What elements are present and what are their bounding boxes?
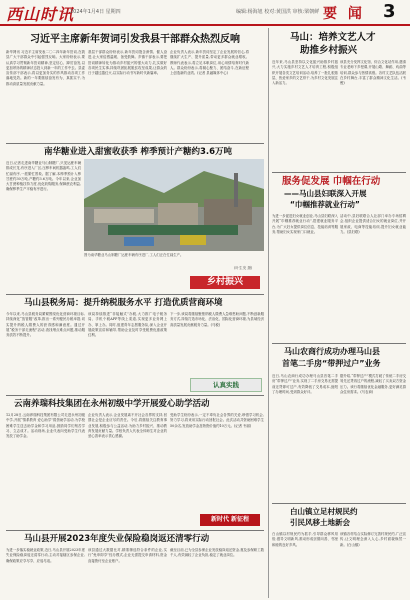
page-number: 3: [383, 1, 396, 22]
section-divider: [272, 172, 406, 173]
article-body-column: 该县通过大数据比对,精准筛选符合条件的企业,实行“免申即享”经办模式,企业无需提交申请材料,资金直接拨付至企业账户。: [88, 548, 167, 563]
article-body-column: 企业负责人表示,新年贺词坚定了企业发展的信心,将继续扩大生产、提升质量,带动更多群众就业增收。教师代表表示,将立足本职岗位,用心用情培育时代新人。群众纷纷表示,将凝心聚力、团结奋斗,在新征程上创造新的业绩。(记者 县融媒体中心): [170, 50, 249, 76]
article-headline: 马山县税务局：提升纳税服务水平 打造优质营商环境: [24, 298, 223, 308]
article-headline: 习近平主席新年贺词引发我县干部群众热烈反响: [30, 34, 240, 45]
article-headline: 马山县开展2023年度失业保险稳岗返还清零行动: [24, 534, 210, 544]
article-headline-line2: 首笔二手房“带押过户”业务: [282, 359, 381, 368]
civilization-badge: 认真实践: [190, 378, 262, 392]
article-body-column: 近日,记者走进南华糖业马山制糖厂,只见运蔗车辆排成长龙,有序进入厂区,压榨车间机器轰鸣,工人们忙碌有序,一派繁忙景象。据了解,本榨季预计入榨甘蔗约30万吨,产糖约3.6万吨。今年以来,企业加大甘蔗种植扶持力度,优化收购服务,保障蔗农利益,确保榨季生产平稳有序进行。: [6, 161, 81, 192]
article-headline-line2: 引民风移土地新会: [290, 518, 350, 527]
article-body-column: 为进一步落实稳就业政策,近日,马山县开展2023年度失业保险稳岗返还清零行动,主动对接辖区参保企业,确保政策应享尽享、应返尽返。: [6, 548, 85, 563]
article-body-column: 白山镇以村规民约为抓手,引导群众移风易俗,倡导文明新风,推动形成崇德向善、邻里和睦的良好乡风。: [272, 532, 338, 547]
masthead: [0, 0, 410, 26]
article-body-column: 该县充分发挥文化馆、综合文化站作用,邀请专业老师下乡授课,开展山歌、舞蹈、戏曲等培训,群众参与热情高涨。各村文艺队伍活跃在乡村舞台,丰富了群众精神文化生活。(韦俊): [340, 60, 406, 86]
article-headline: 马山农商行成功办理马山县: [284, 347, 380, 356]
article-body-column: 据介绍,“带押过户”模式打破了传统二手房交易先还贷再过户的流程,减轻了买卖双方资金压力。该行将继续优化金融服务,更好满足群众住房需求。(马农商): [340, 374, 406, 394]
article-body-column: 12月28日,云南养瑞科技集团有限公司走进永州初级中学,开展“情系教育 爱心助学”捐资助学活动,为学校困难学生送去助学金和学习用品,鼓励同学们刻苦学习、立志成才。活动现场,企业代表向受助学生代表发放了助学金。: [6, 413, 85, 439]
section-divider: [6, 294, 264, 295]
article-body-column: 该局持续推进“非接触式”办税,大力推广电子税务局、手机个税APP等线上渠道,实现更多业务网上办、掌上办。同时,组建青年志愿服务队,深入企业开展政策宣讲和辅导,帮助企业及时享受税费优惠政策红利。: [88, 312, 167, 338]
article-body-column: 为进一步促进妇女就业创业,马山县妇联深入开展“巾帼推荐就业行动”,搭建就业服务平台,为广大妇女提供岗位信息、技能培训等服务,帮助妇女实现家门口就业。: [272, 214, 338, 234]
editor-credits: 编辑:杨海旭 校对:黄国洪 审核:梁朝鲜: [236, 9, 320, 15]
photo-caption: 图为南华糖业马山制糖厂运蔗车辆有序进厂,工人们正在忙碌生产。: [84, 253, 184, 257]
newspaper-logo: 西山时讯: [6, 5, 75, 24]
article-headline: 白山镇立足村规民约: [290, 507, 358, 516]
article-headline-line2: 助推乡村振兴: [300, 45, 358, 56]
article-headline: 南华糖业进入甜蜜收获季 榨季预计产糖约3.6万吨: [44, 147, 233, 157]
article-body-column: 该镇各村结合实际修订完善村规民约,广泛宣传,让文明理念深入人心,乡村面貌焕然一新。(白山镇): [340, 532, 406, 547]
article-body-column: 活动中,县妇联联合人社部门举办专场招聘会,组织企业提供适合妇女的就业岗位,并开展家政、电商等技能培训,提升妇女就业能力。(县妇联): [340, 214, 406, 234]
section-divider: [272, 343, 406, 344]
section-divider: [272, 503, 406, 504]
article-body-column: 企业负责人表示,企业发展离不开社会各界的支持,回馈社会是企业应尽的责任。今后,将继续关注教育事业发展,积极参与公益活动,为助力乡村振兴、推动教育发展贡献力量。学校负责人代表全体师生对企业的爱心善举表示衷心感谢。: [88, 413, 167, 439]
article-body-column: 今年以来,马山县税务局紧紧围绕优化营商环境目标,持续深化“放管服”改革,推出一系列便民办税举措,切实提升纳税人缴费人的获得感和满意度。通过开展“税务干部走流程”活动,查找堵点难点问题,推动服务质效不断提升。: [6, 312, 85, 338]
rural-revitalization-badge: 乡村振兴: [190, 276, 260, 289]
new-era-badge: 新时代 新征程: [200, 514, 260, 526]
photo-credit: (叶生发 摄): [234, 266, 253, 270]
article-body-column: 新华网讯 习近平主席发表二〇二四年新年贺词,在我县广大干部群众中引起强烈反响。大家纷纷表示,要认真学习贯彻新年贺词精神,坚定信心、踔厉奋发,以更加昂扬的精神状态投入到新一年的工作中去。县委宣传部干部表示,将以更加务实的作风推动各项工作落地见效。新的一年要继续奋发有为、真抓实干,为推动高质量发展贡献力量。: [6, 50, 85, 86]
column-divider: [268, 28, 269, 598]
section-divider: [6, 530, 264, 531]
article-body-column: 截至目前,已为全县参保企业发放稳岗返还资金,惠及参保职工数千人,有效减轻了企业负担,稳定了就业岗位。: [170, 548, 264, 558]
article-headline: 服务促发展 巾帼在行动: [282, 176, 381, 187]
article-body-column: 受助学生纷纷表示,一定不辜负社会各界的关爱,珍惜学习机会,努力学习,将来用实际行动回报社会。此次活动共资助困难学生50余名,发放助学金及物资价值约10万元。(记者 韦丽): [170, 413, 264, 428]
section-divider: [6, 395, 264, 396]
article-body-column: 下一步,该局将继续聚焦纳税人缴费人急难愁盼问题,不断创新服务方式,持续打造市场化、法治化、国际化营商环境,为县域经济高质量发展贡献税务力量。(马税): [170, 312, 264, 327]
article-body-column: 近年来,马山县坚持以文化振兴助推乡村振兴,大力实施乡村文艺人才培育工程,积极组织开展各类文艺培训活动,培养了一批扎根基层、热爱家乡的文艺骨干,为乡村文化发展注入新活力。: [272, 60, 338, 86]
section-divider: [6, 143, 264, 144]
article-body-column: 近日,马山农商行成功办理马山县首笔二手房“带押过户”业务,实现了二手房交易无需提前还贷即可过户,有效降低了交易成本,缩短了办理时间,受到群众好评。: [272, 374, 338, 394]
article-body-column: 基层干部群众纷纷表示,新年贺词饱含深情、催人奋进,让大家倍感温暖、备受鼓舞。乡镇干部表示,要把贺词精神转化为推动乡村振兴的强大动力,扎实做好各项民生实事,持续巩固拓展脱贫攻坚成果,让群众的日子越过越红火,以实际行动书写新时代新篇章。: [88, 50, 167, 76]
article-headline: 云南养瑞科技集团在永州初级中学开展爱心助学活动: [14, 399, 210, 409]
issue-date: 2024年1月4日 星期四: [70, 9, 121, 15]
article-headline: 马山：培养文艺人才: [290, 32, 376, 43]
article-headline-line2: ——马山县妇联深入开展: [284, 189, 367, 198]
sugar-factory-photo: [84, 159, 264, 251]
article-headline-line3: “巾帼推荐就业行动”: [290, 200, 360, 209]
section-title: 要 闻: [323, 6, 365, 22]
